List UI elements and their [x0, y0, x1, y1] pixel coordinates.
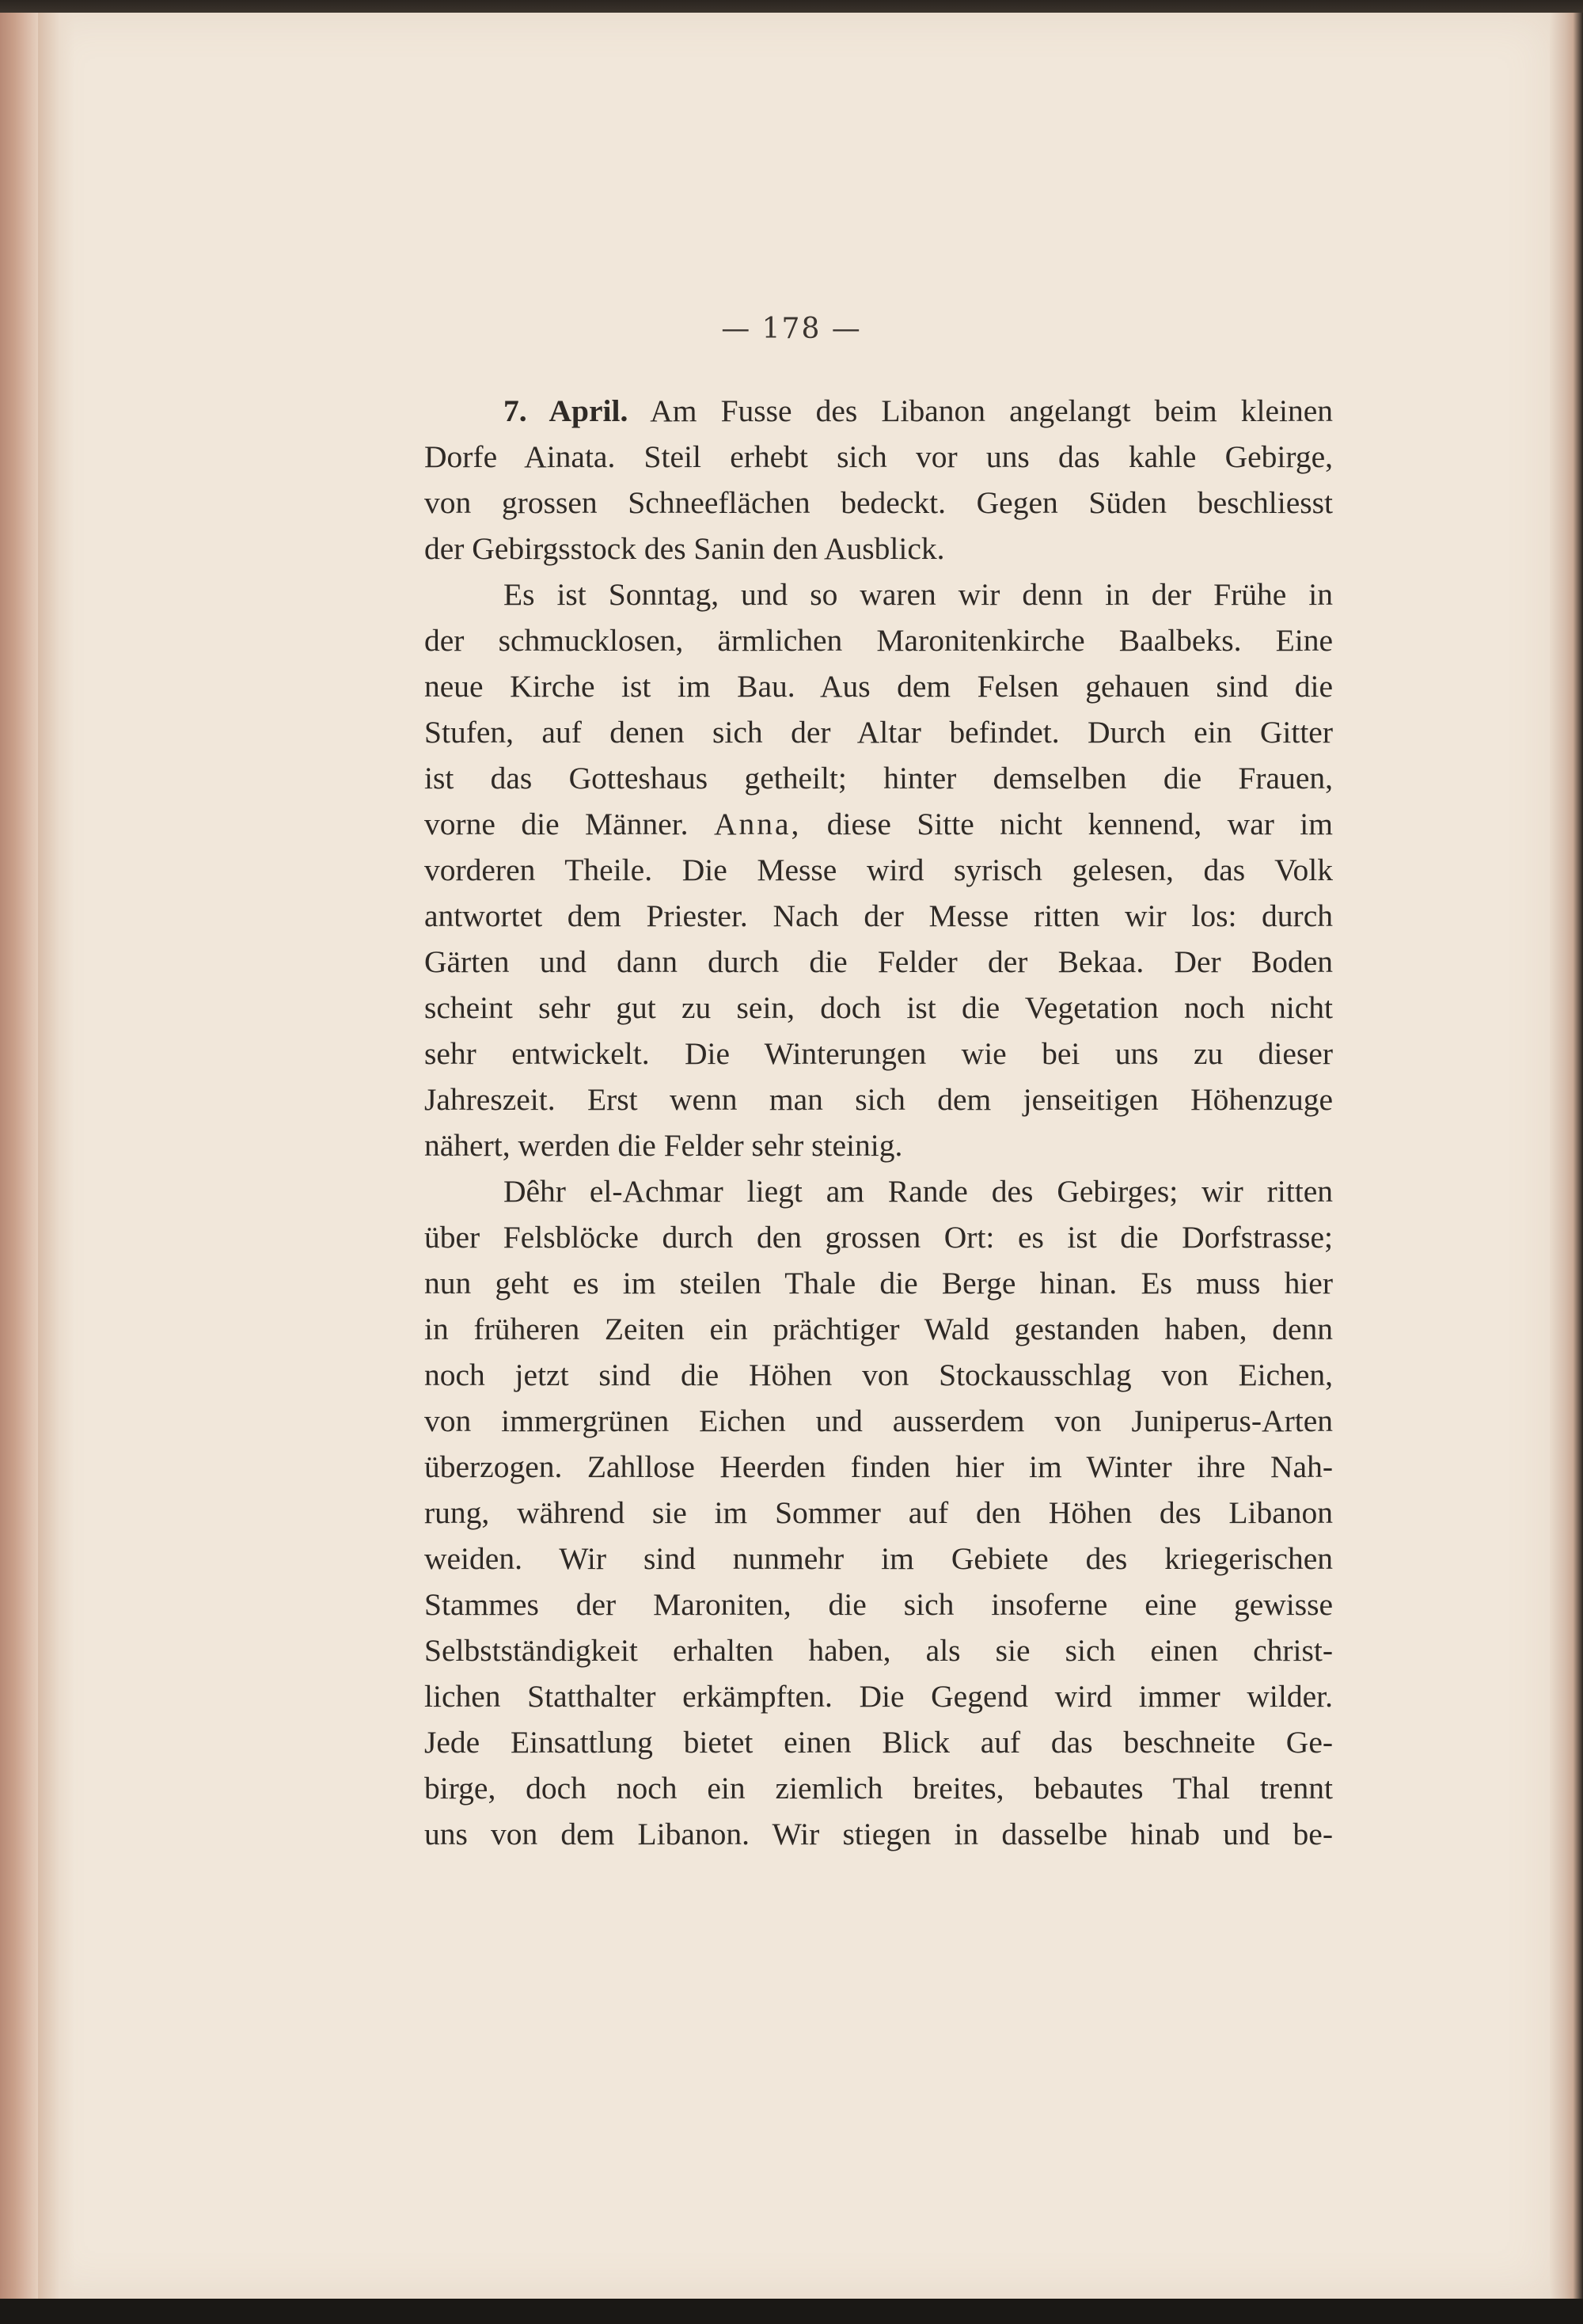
text-line: der schmucklosen, ärmlichen Maronitenkirche Baalbeks. Eine [424, 623, 1333, 658]
text-line: überzogen. Zahllose Heerden finden hier im Winter ihre Nah- [424, 1449, 1333, 1484]
text-line: in früheren Zeiten ein prächtiger Wald gestanden haben, denn [424, 1312, 1333, 1346]
text-line: weiden. Wir sind nunmehr im Gebiete des kriegerischen [424, 1541, 1333, 1576]
text-line: nun geht es im steilen Thale die Berge hinan. Es muss hier [424, 1266, 1333, 1301]
text-line: Gärten und dann durch die Felder der Bekaa. Der Boden [424, 944, 1333, 979]
text-line: über Felsblöcke durch den grossen Ort: es ist die Dorfstrasse; [424, 1220, 1333, 1255]
spaced-name: Anna, [713, 807, 802, 841]
text-line: sehr entwickelt. Die Winterungen wie bei uns zu dieser [424, 1036, 1333, 1071]
page-number: — 178 — [721, 313, 862, 345]
text-line: rung, während sie im Sommer auf den Höhen des Libanon [424, 1495, 1333, 1530]
text-line: uns von dem Libanon. Wir stiegen in dasselbe hinab und be- [424, 1817, 1333, 1851]
paragraph-1 [424, 388, 1333, 572]
text-line: nähert, werden die Felder sehr steinig. [424, 1128, 903, 1163]
book-cover-edge-left [0, 0, 40, 2324]
text-line: birge, doch noch ein ziemlich breites, bebautes Thal trennt [424, 1771, 1333, 1806]
text-line: noch jetzt sind die Höhen von Stockausschlag von Eichen, [424, 1358, 1333, 1392]
text-line: ist das Gotteshaus getheilt; hinter demselben die Frauen, [424, 761, 1333, 796]
paragraph-2 [424, 572, 1333, 1168]
text-line: antwortet dem Priester. Nach der Messe ritten wir los: durch [424, 898, 1333, 933]
paragraph-3 [424, 1168, 1333, 1857]
page-fore-edge [1550, 0, 1583, 2324]
text-line: scheint sehr gut zu sein, doch ist die Vegetation noch nicht [424, 990, 1333, 1025]
body-text [424, 388, 1333, 1857]
text-line: neue Kirche ist im Bau. Aus dem Felsen gehauen sind die [424, 669, 1333, 704]
text-line: Stufen, auf denen sich der Altar befindet. Durch ein Gitter [424, 715, 1333, 750]
text-line: Jahreszeit. Erst wenn man sich dem jenseitigen Höhenzuge [424, 1082, 1333, 1117]
page-gutter-shadow [38, 11, 74, 2299]
text-line: Dorfe Ainata. Steil erhebt sich vor uns das kahle Gebirge, [424, 439, 1333, 474]
text-line: vorne die Männer. Anna, diese Sitte nicht kennend, war im [424, 807, 1333, 841]
text-line: von immergrünen Eichen und ausserdem von Juniperus-Arten [424, 1403, 1333, 1438]
text-line: Dêhr el-Achmar liegt am Rande des Gebirges; wir ritten [503, 1174, 1333, 1209]
text-line: 7. April. Am Fusse des Libanon angelangt beim kleinen [503, 393, 1333, 428]
text-line: Es ist Sonntag, und so waren wir denn in der Frühe in [503, 577, 1333, 612]
text-line: Stammes der Maroniten, die sich insoferne eine gewisse [424, 1587, 1333, 1622]
text-line: Selbstständigkeit erhalten haben, als sie sich einen christ- [424, 1633, 1333, 1668]
scan-border-bottom [0, 2299, 1583, 2324]
text-line: lichen Statthalter erkämpften. Die Gegend wird immer wilder. [424, 1679, 1333, 1714]
text-line: vorderen Theile. Die Messe wird syrisch gelesen, das Volk [424, 853, 1333, 887]
text-line: von grossen Schneeflächen bedeckt. Gegen Süden beschliesst [424, 485, 1333, 520]
text-line: der Gebirgsstock des Sanin den Ausblick. [424, 531, 945, 566]
text-line: Jede Einsattlung bietet einen Blick auf das beschneite Ge- [424, 1725, 1333, 1760]
date-heading: 7. April. [503, 393, 628, 428]
scan-border-top [0, 0, 1583, 13]
